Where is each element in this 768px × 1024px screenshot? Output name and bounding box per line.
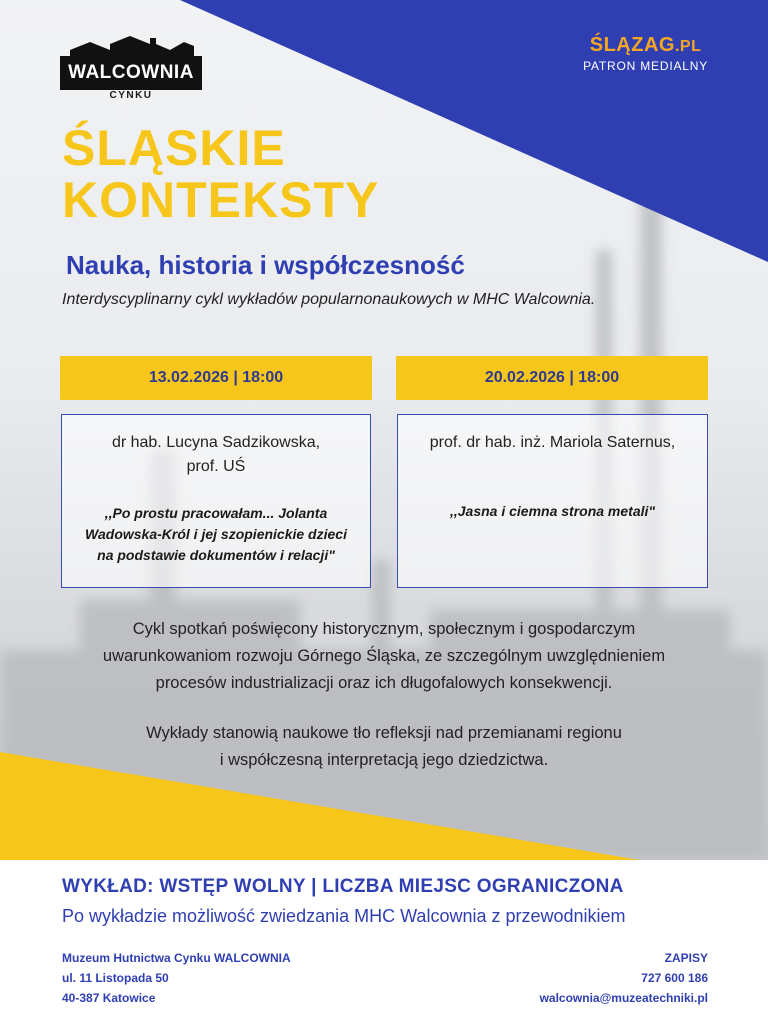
event-1-speaker: dr hab. Lucyna Sadzikowska, prof. UŚ bbox=[111, 434, 321, 475]
logo-main-text: WALCOWNIA bbox=[68, 62, 194, 83]
footer bbox=[0, 860, 768, 1024]
footer-headline: WYKŁAD: WSTĘP WOLNY | LICZBA MIEJSC OGRANICZONA bbox=[62, 876, 624, 897]
title-line-1: ŚLĄSKIE bbox=[62, 120, 286, 176]
intro-text: Interdyscyplinarny cykl wykładów popularnonaukowych w MHC Walcownia. bbox=[62, 291, 596, 308]
footer-subline: Po wykładzie możliwość zwiedzania MHC Walcownia z przewodnikiem bbox=[62, 906, 626, 926]
logo-sub-text: CYNKU bbox=[109, 90, 153, 101]
description-paragraph-2: Wykłady stanowią naukowe tło refleksji nad przemianami regionu i współczesną interpretacją jego dziedzictwa. bbox=[146, 724, 622, 769]
description-paragraph-1: Cykl spotkań poświęcony historycznym, społecznym i gospodarczym uwarunkowaniom rozwoju Górnego Śląska, ze szczególnym uwzględnieniem procesów industrializacji oraz ich długofalowych konsekwencji. bbox=[102, 620, 666, 692]
event-2-speaker: prof. dr hab. inż. Mariola Saternus, bbox=[429, 434, 676, 451]
registration-email[interactable]: walcownia@muzeatechniki.pl bbox=[539, 991, 708, 1005]
event-1-lecture-title: ,,Po prostu pracowałam... Jolanta Wadowska-Król i jej szopienickie dzieci na podstawie dokumentów i relacji" bbox=[85, 505, 347, 563]
museum-street: ul. 11 Listopada 50 bbox=[62, 971, 169, 985]
walcownia-logo bbox=[60, 32, 202, 112]
event-2-date: 20.02.2026 | 18:00 bbox=[396, 356, 708, 400]
event-2-card bbox=[397, 414, 708, 588]
slazag-logo: ŚLĄZAG.PL bbox=[589, 34, 702, 56]
museum-city: 40-387 Katowice bbox=[62, 991, 156, 1005]
media-patron bbox=[583, 34, 708, 73]
event-subtitle: Nauka, historia i współczesność bbox=[66, 250, 465, 280]
event-1-card bbox=[61, 414, 371, 588]
patron-label: PATRON MEDIALNY bbox=[583, 59, 708, 73]
event-1-date: 13.02.2026 | 18:00 bbox=[60, 356, 372, 400]
event-title bbox=[62, 122, 379, 226]
registration-contact bbox=[540, 948, 708, 1008]
museum-address bbox=[62, 948, 291, 1008]
event-2-lecture-title: ,,Jasna i ciemna strona metali" bbox=[449, 503, 656, 519]
registration-phone[interactable]: 727 600 186 bbox=[641, 971, 708, 985]
museum-name: Muzeum Hutnictwa Cynku WALCOWNIA bbox=[62, 951, 291, 965]
registration-label: ZAPISY bbox=[664, 951, 708, 965]
title-line-2: KONTEKSTY bbox=[62, 172, 380, 228]
